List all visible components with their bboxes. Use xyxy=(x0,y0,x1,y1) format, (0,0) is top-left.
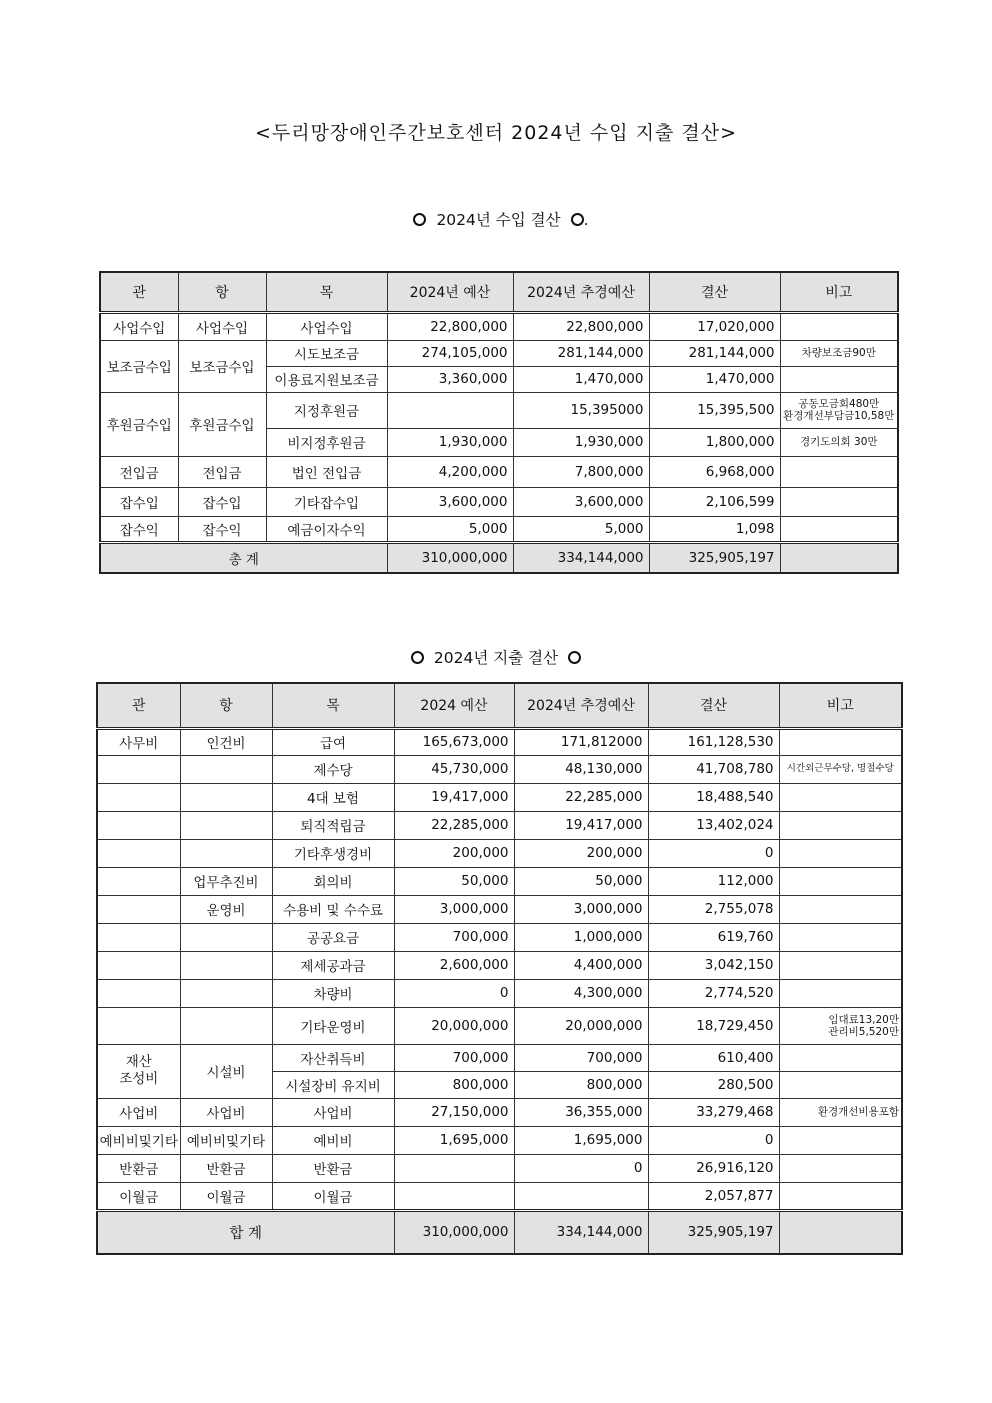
cell-hang: 업무추진비 xyxy=(180,867,272,895)
cell-hang xyxy=(180,811,272,839)
cell-hang: 이월금 xyxy=(180,1182,272,1210)
cell-revised: 5,000 xyxy=(513,516,649,542)
cell-gwan: 사무비 xyxy=(97,728,180,755)
cell-budget: 800,000 xyxy=(394,1071,514,1098)
cell-budget: 1,695,000 xyxy=(394,1126,514,1154)
cell-revised: 22,800,000 xyxy=(513,312,649,340)
table-row xyxy=(97,895,902,923)
cell-note xyxy=(779,979,902,1007)
cell-budget: 3,000,000 xyxy=(394,895,514,923)
cell-note: 시간외근무수당, 명절수당 xyxy=(779,755,902,783)
cell-mok: 4대 보험 xyxy=(272,783,394,811)
cell-gwan: 사업수입 xyxy=(100,312,178,340)
cell-settled: 619,760 xyxy=(648,923,779,951)
cell-revised: 1,470,000 xyxy=(513,366,649,392)
cell-note xyxy=(779,1044,902,1071)
cell-settled: 112,000 xyxy=(648,867,779,895)
cell-mok: 급여 xyxy=(272,728,394,755)
cell-settled: 41,708,780 xyxy=(648,755,779,783)
cell-revised: 4,400,000 xyxy=(514,951,648,979)
cell-revised: 700,000 xyxy=(514,1044,648,1071)
cell-hang xyxy=(180,951,272,979)
cell-budget: 165,673,000 xyxy=(394,728,514,755)
table-row xyxy=(97,923,902,951)
gwan-line: 조성비 xyxy=(119,1071,159,1087)
cell-mok: 시설장비 유지비 xyxy=(272,1071,394,1098)
cell-revised: 1,000,000 xyxy=(514,923,648,951)
cell-mok: 비지정후원금 xyxy=(266,428,387,456)
cell-note: 환경개선비용포함 xyxy=(779,1098,902,1126)
cell-revised: 4,300,000 xyxy=(514,979,648,1007)
cell-budget: 700,000 xyxy=(394,923,514,951)
cell-note: 차량보조금90만 xyxy=(780,340,898,366)
cell-budget xyxy=(394,1154,514,1182)
cell-mok: 자산취득비 xyxy=(272,1044,394,1071)
cell-revised: 281,144,000 xyxy=(513,340,649,366)
cell-budget: 22,285,000 xyxy=(394,811,514,839)
cell-budget xyxy=(394,1182,514,1210)
cell-note xyxy=(779,1182,902,1210)
note-line: 환경개선부담금10,58만 xyxy=(783,410,895,422)
cell-settled: 610,400 xyxy=(648,1044,779,1071)
cell-gwan xyxy=(97,1044,180,1098)
table-row xyxy=(97,979,902,1007)
cell-budget: 45,730,000 xyxy=(394,755,514,783)
cell-revised: 15,395000 xyxy=(513,392,649,428)
cell-note xyxy=(779,1007,902,1044)
ring-bullet-icon xyxy=(568,651,581,664)
cell-mok: 수용비 및 수수료 xyxy=(272,895,394,923)
cell-settled: 2,057,877 xyxy=(648,1182,779,1210)
cell-revised: 19,417,000 xyxy=(514,811,648,839)
header-revised-budget: 2024년 추경예산 xyxy=(513,272,649,312)
cell-mok: 제세공과금 xyxy=(272,951,394,979)
total-budget: 310,000,000 xyxy=(394,1210,514,1254)
cell-hang xyxy=(180,839,272,867)
cell-note xyxy=(779,867,902,895)
cell-mok: 기타후생경비 xyxy=(272,839,394,867)
cell-settled: 1,470,000 xyxy=(649,366,780,392)
header-settlement: 결산 xyxy=(649,272,780,312)
header-revised-budget: 2024년 추경예산 xyxy=(514,683,648,728)
expense-table xyxy=(96,682,903,1255)
table-row xyxy=(97,1044,902,1071)
cell-hang: 반환금 xyxy=(180,1154,272,1182)
cell-mok: 법인 전입금 xyxy=(266,456,387,487)
cell-note xyxy=(780,487,898,516)
total-row xyxy=(100,542,898,573)
cell-hang: 후원금수입 xyxy=(178,392,266,456)
document-title: <두리망장애인주간보호센터 2024년 수입 지출 결산> xyxy=(254,122,738,144)
cell-settled: 2,755,078 xyxy=(648,895,779,923)
cell-gwan: 전입금 xyxy=(100,456,178,487)
cell-budget: 27,150,000 xyxy=(394,1098,514,1126)
cell-mok: 퇴직적립금 xyxy=(272,811,394,839)
cell-note xyxy=(779,1154,902,1182)
cell-mok: 이용료지원보조금 xyxy=(266,366,387,392)
cell-gwan xyxy=(97,979,180,1007)
cell-mok: 제수당 xyxy=(272,755,394,783)
note-line: 관리비5,520만 xyxy=(828,1025,899,1038)
cell-budget: 3,360,000 xyxy=(387,366,513,392)
ring-bullet-icon xyxy=(411,651,424,664)
cell-hang: 잡수입 xyxy=(178,487,266,516)
cell-revised xyxy=(514,1182,648,1210)
cell-hang: 사업비 xyxy=(180,1098,272,1126)
cell-settled: 0 xyxy=(648,1126,779,1154)
cell-revised: 200,000 xyxy=(514,839,648,867)
cell-settled: 18,488,540 xyxy=(648,783,779,811)
cell-gwan xyxy=(97,755,180,783)
cell-note xyxy=(779,923,902,951)
cell-settled: 2,774,520 xyxy=(648,979,779,1007)
cell-gwan xyxy=(97,895,180,923)
total-note xyxy=(780,542,898,573)
header-budget: 2024년 예산 xyxy=(387,272,513,312)
cell-settled: 280,500 xyxy=(648,1071,779,1098)
cell-mok: 예비비 xyxy=(272,1126,394,1154)
cell-note xyxy=(780,366,898,392)
cell-note xyxy=(779,783,902,811)
cell-mok: 예금이자수익 xyxy=(266,516,387,542)
cell-budget: 4,200,000 xyxy=(387,456,513,487)
table-row xyxy=(97,728,902,755)
cell-note xyxy=(779,811,902,839)
cell-mok: 반환금 xyxy=(272,1154,394,1182)
cell-budget: 19,417,000 xyxy=(394,783,514,811)
cell-gwan: 사업비 xyxy=(97,1098,180,1126)
cell-settled: 18,729,450 xyxy=(648,1007,779,1044)
income-heading-text: 2024년 수입 결산 xyxy=(436,211,561,229)
cell-mok: 차량비 xyxy=(272,979,394,1007)
cell-mok: 기타잡수입 xyxy=(266,487,387,516)
cell-budget: 200,000 xyxy=(394,839,514,867)
cell-gwan: 후원금수입 xyxy=(100,392,178,456)
cell-note xyxy=(780,312,898,340)
header-settlement: 결산 xyxy=(648,683,779,728)
cell-budget: 2,600,000 xyxy=(394,951,514,979)
cell-gwan: 이월금 xyxy=(97,1182,180,1210)
cell-hang: 보조금수입 xyxy=(178,340,266,392)
cell-hang xyxy=(180,923,272,951)
cell-gwan xyxy=(97,867,180,895)
cell-settled: 15,395,500 xyxy=(649,392,780,428)
cell-settled: 281,144,000 xyxy=(649,340,780,366)
cell-hang xyxy=(180,755,272,783)
total-row xyxy=(97,1210,902,1254)
cell-revised: 800,000 xyxy=(514,1071,648,1098)
cell-gwan: 잡수익 xyxy=(100,516,178,542)
cell-budget: 50,000 xyxy=(394,867,514,895)
cell-hang: 잡수익 xyxy=(178,516,266,542)
cell-settled: 6,968,000 xyxy=(649,456,780,487)
cell-gwan: 예비비및기타 xyxy=(97,1126,180,1154)
table-row xyxy=(100,312,898,340)
table-row xyxy=(97,1154,902,1182)
header-hang: 항 xyxy=(180,683,272,728)
table-row xyxy=(100,516,898,542)
cell-settled: 17,020,000 xyxy=(649,312,780,340)
table-row xyxy=(97,1098,902,1126)
cell-gwan xyxy=(97,1007,180,1044)
cell-hang: 운영비 xyxy=(180,895,272,923)
cell-gwan: 반환금 xyxy=(97,1154,180,1182)
cell-note xyxy=(780,392,898,428)
cell-mok: 이월금 xyxy=(272,1182,394,1210)
cell-hang: 사업수입 xyxy=(178,312,266,340)
cell-settled: 161,128,530 xyxy=(648,728,779,755)
cell-settled: 13,402,024 xyxy=(648,811,779,839)
cell-hang xyxy=(180,979,272,1007)
cell-budget: 0 xyxy=(394,979,514,1007)
table-row xyxy=(100,340,898,366)
cell-note: 경기도의회 30만 xyxy=(780,428,898,456)
cell-hang: 전입금 xyxy=(178,456,266,487)
total-revised: 334,144,000 xyxy=(514,1210,648,1254)
cell-note xyxy=(780,456,898,487)
ring-bullet-icon xyxy=(413,213,426,226)
cell-mok: 지정후원금 xyxy=(266,392,387,428)
table-row xyxy=(97,1007,902,1044)
table-row xyxy=(100,487,898,516)
table-row xyxy=(97,783,902,811)
total-settled: 325,905,197 xyxy=(648,1210,779,1254)
income-table xyxy=(99,271,899,574)
cell-budget: 5,000 xyxy=(387,516,513,542)
cell-hang xyxy=(180,783,272,811)
cell-settled: 0 xyxy=(648,839,779,867)
cell-mok: 공공요금 xyxy=(272,923,394,951)
cell-settled: 1,800,000 xyxy=(649,428,780,456)
cell-settled: 1,098 xyxy=(649,516,780,542)
table-row xyxy=(97,839,902,867)
header-note: 비고 xyxy=(779,683,902,728)
cell-revised: 0 xyxy=(514,1154,648,1182)
cell-revised: 1,930,000 xyxy=(513,428,649,456)
cell-gwan: 보조금수입 xyxy=(100,340,178,392)
header-mok: 목 xyxy=(266,272,387,312)
cell-mok: 사업비 xyxy=(272,1098,394,1126)
table-row xyxy=(100,456,898,487)
cell-budget: 700,000 xyxy=(394,1044,514,1071)
cell-revised: 48,130,000 xyxy=(514,755,648,783)
expense-section-title xyxy=(0,646,992,668)
cell-budget: 20,000,000 xyxy=(394,1007,514,1044)
cell-budget: 1,930,000 xyxy=(387,428,513,456)
income-heading-suffix: . xyxy=(583,211,589,229)
cell-budget: 274,105,000 xyxy=(387,340,513,366)
cell-hang: 시설비 xyxy=(180,1044,272,1098)
cell-gwan xyxy=(97,923,180,951)
cell-note xyxy=(779,951,902,979)
cell-note xyxy=(779,1071,902,1098)
table-row xyxy=(97,1182,902,1210)
header-mok: 목 xyxy=(272,683,394,728)
cell-gwan xyxy=(97,951,180,979)
header-budget: 2024 예산 xyxy=(394,683,514,728)
cell-hang: 예비비및기타 xyxy=(180,1126,272,1154)
table-row xyxy=(100,392,898,428)
cell-settled: 26,916,120 xyxy=(648,1154,779,1182)
cell-note xyxy=(780,516,898,542)
cell-gwan xyxy=(97,811,180,839)
table-row xyxy=(97,1126,902,1154)
table-row xyxy=(97,811,902,839)
cell-revised: 50,000 xyxy=(514,867,648,895)
cell-gwan: 잡수입 xyxy=(100,487,178,516)
cell-budget xyxy=(387,392,513,428)
total-label: 총 계 xyxy=(100,542,387,573)
cell-revised: 3,000,000 xyxy=(514,895,648,923)
cell-revised: 22,285,000 xyxy=(514,783,648,811)
cell-mok: 시도보조금 xyxy=(266,340,387,366)
total-budget: 310,000,000 xyxy=(387,542,513,573)
cell-settled: 33,279,468 xyxy=(648,1098,779,1126)
cell-gwan xyxy=(97,839,180,867)
table-row xyxy=(97,951,902,979)
cell-mok: 사업수입 xyxy=(266,312,387,340)
cell-hang xyxy=(180,1007,272,1044)
cell-note xyxy=(779,1126,902,1154)
cell-note xyxy=(779,728,902,755)
income-section-title xyxy=(0,208,992,230)
cell-revised: 36,355,000 xyxy=(514,1098,648,1126)
cell-note xyxy=(779,839,902,867)
cell-settled: 3,042,150 xyxy=(648,951,779,979)
header-gwan: 관 xyxy=(100,272,178,312)
total-label: 합 계 xyxy=(97,1210,394,1254)
header-gwan: 관 xyxy=(97,683,180,728)
ring-bullet-icon xyxy=(571,213,584,226)
note-line: 공동모금회480만 xyxy=(798,398,880,410)
cell-revised: 20,000,000 xyxy=(514,1007,648,1044)
cell-hang: 인건비 xyxy=(180,728,272,755)
cell-mok: 회의비 xyxy=(272,867,394,895)
cell-budget: 22,800,000 xyxy=(387,312,513,340)
total-note xyxy=(779,1210,902,1254)
gwan-line: 재산 xyxy=(125,1054,152,1070)
cell-revised: 1,695,000 xyxy=(514,1126,648,1154)
cell-gwan xyxy=(97,783,180,811)
cell-revised: 3,600,000 xyxy=(513,487,649,516)
cell-revised: 7,800,000 xyxy=(513,456,649,487)
total-revised: 334,144,000 xyxy=(513,542,649,573)
note-line: 임대료13,20만 xyxy=(828,1013,899,1026)
cell-mok: 기타운영비 xyxy=(272,1007,394,1044)
total-settled: 325,905,197 xyxy=(649,542,780,573)
header-hang: 항 xyxy=(178,272,266,312)
cell-note xyxy=(779,895,902,923)
table-row xyxy=(97,755,902,783)
cell-settled: 2,106,599 xyxy=(649,487,780,516)
cell-budget: 3,600,000 xyxy=(387,487,513,516)
table-row xyxy=(97,867,902,895)
header-note: 비고 xyxy=(780,272,898,312)
cell-revised: 171,812000 xyxy=(514,728,648,755)
expense-heading-text: 2024년 지출 결산 xyxy=(433,649,559,667)
